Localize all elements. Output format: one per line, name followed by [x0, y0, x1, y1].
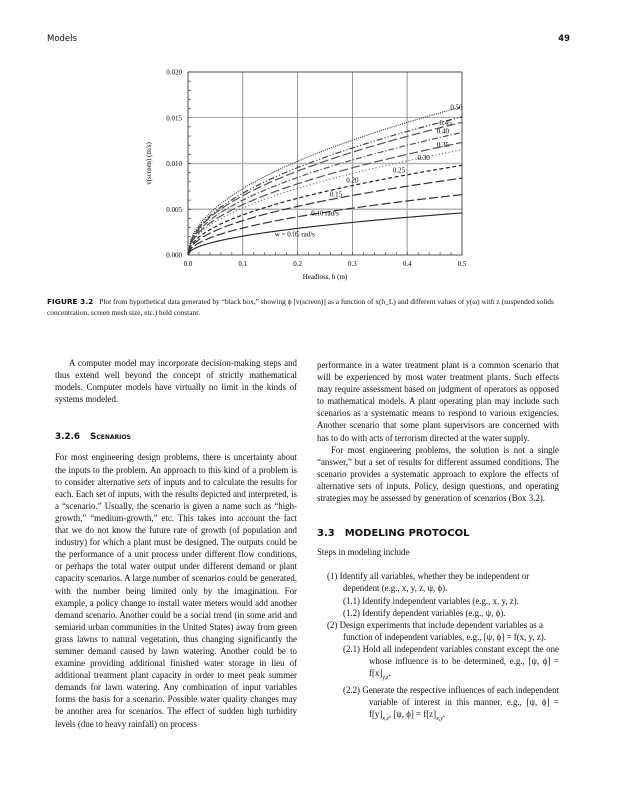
running-head	[47, 34, 570, 48]
step-2-1-end: .	[388, 668, 391, 679]
y-tick-label: 0.020	[166, 68, 182, 77]
step-1-1: (1.1) Identify independent variables (e.g., x, y, z).	[343, 595, 519, 606]
y-axis-label: v(screen) (m/s)	[145, 142, 153, 185]
series-line	[188, 122, 462, 255]
x-tick-label: 0.4	[402, 260, 412, 268]
figure-caption	[47, 296, 572, 318]
modeling-steps-list	[317, 570, 559, 725]
y-tick-label: 0.000	[166, 251, 182, 260]
left-column	[55, 357, 297, 730]
page-number: 49	[558, 34, 570, 44]
step-2-2-text: (2.2) Generate the respective influences of each independent variable of interest in this manner, e.g., [ψ, ϕ] = f[y]	[343, 684, 559, 720]
series-label: 0.10 rad/s	[311, 209, 339, 218]
series-line	[188, 213, 462, 255]
intro-paragraph: A computer model may incorporate decision-making steps and thus extend well beyond the concept of strictly mathematical models. Computer models have virtually no limit in the kinds of systems modeled.	[55, 358, 297, 405]
x-tick-label: 0.2	[293, 260, 302, 268]
section-title: Scenarios	[90, 432, 131, 443]
figure-caption-text: Plot from hypothetical data generated by “black box,” showing ϕ [v(screen)] as a function of x(h_L) and different values of y(ω) with z (suspended solids concentration, screen mesh size, etc.) held constant.	[47, 297, 554, 317]
continued-paragraph: performance in a water treatment plant is a common scenario that will be experienced by most water treatment plants. Such effects may require assessment based on judgment of operators as opposed to mathematical models. A plant operating plan may include such scenarios as a systematic means to respond to various exigencies. Another scenario that some plant supervisors are concerned with has to do with acts of terrorism directed at the water supply.	[317, 360, 559, 443]
x-tick-label: 0.5	[457, 260, 467, 268]
series-label: 0.15	[329, 190, 343, 199]
figure-3-2	[0, 60, 617, 290]
step-2-2-end: .	[442, 709, 446, 720]
steps-intro: Steps in modeling include	[317, 547, 410, 558]
series-label: 0.30	[417, 153, 430, 162]
section-number: 3.2.6	[55, 432, 81, 443]
series-label: w = 0.05 rad/s	[274, 230, 315, 239]
section-heading-scenarios	[55, 431, 297, 443]
section-title: MODELING PROTOCOL	[344, 528, 470, 540]
series-label: 0.20	[346, 176, 359, 185]
step-2-2-subscript-2: x,y	[436, 715, 443, 722]
series-label: 0.40	[436, 127, 449, 136]
scenarios-paragraph	[55, 451, 297, 729]
step-2-1-subscript: y,z	[382, 674, 389, 681]
series-label: 0.35	[436, 141, 449, 150]
scenarios-emphasis: sets	[137, 476, 151, 487]
line-chart	[0, 60, 617, 290]
second-paragraph: For most engineering problems, the solution is not a single “answer,” but a set of results for different assumed conditions. The scenario provides a systematic approach to explore the effects of alternative sets of inputs. Policy, design questions, and operating strategies may be assessed by generation of scenarios (Box 3.2).	[317, 444, 559, 504]
series-line	[188, 107, 462, 255]
right-column	[317, 359, 559, 725]
step-2-2	[317, 684, 559, 725]
scenarios-text-b: of inputs and to calculate the results for each. Each set of inputs, with the results depicted and interpreted, is a “scenario.” Usually, the scenario is given a name such as “high-growth,” “medium-growth,” etc. This takes into account the fact that we do not know the future rate of growth (of population and industry) for which a plant must be designed. The outputs could be the performance of a unit process under different flow conditions, or perhaps the total water output under different demand or plant capacity scenarios. A large number of scenarios could be generated, with the number being limited only by the imagination. For example, a policy change to install water meters would add another demand scenario. Another could be a social trend (in some arid and semiarid urban communities in the United States) away from green grass lawns to natural vegetation, thus changing significantly the summer demand caused by lawn watering. Another could be to examine providing additional finished water storage in lieu of additional treatment plant capacity in order to meet peak summer demands for lawn watering. Any combination of input variables forms the basis for a scenario. Possible water quality changes may be another area for scenarios. The effect of sudden high turbidity levels (due to heavy rainfall) on process	[55, 476, 297, 729]
series-label: 0.50	[450, 103, 463, 112]
step-2-1-text: (2.1) Hold all independent variables constant except the one whose influence is to be determined, e.g., [ψ, ϕ] = f[x]	[343, 643, 559, 679]
section-heading-modeling-protocol	[317, 528, 559, 540]
section-number: 3.3	[317, 528, 335, 540]
series-line	[188, 117, 462, 255]
x-tick-label: 0.0	[183, 260, 193, 268]
y-tick-label: 0.005	[166, 205, 182, 214]
series-label: 0.45	[439, 119, 452, 128]
step-2-1	[317, 643, 559, 684]
step-2-2-subscript-1: x,z	[382, 715, 389, 722]
step-1: (1) Identify all variables, whether they be independent or dependent (e.g., x, y, z, ψ, ϕ).	[327, 571, 530, 594]
step-2: (2) Design experiments that include dependent variables as a function of independent variables, e.g., [ψ, ϕ] = f(x, y, z).	[327, 619, 546, 642]
figure-label: FIGURE 3.2	[47, 297, 94, 306]
step-2-2-mid: , [ψ, ϕ] = f[z]	[388, 709, 437, 720]
step-1-2: (1.2) Identify dependent variables (e.g., ψ, ϕ).	[343, 607, 506, 618]
x-axis-label: Headloss, h (m)	[302, 273, 348, 281]
y-tick-label: 0.010	[166, 160, 182, 168]
x-tick-label: 0.1	[238, 260, 248, 268]
y-tick-label: 0.015	[166, 114, 182, 123]
series-label: 0.25	[392, 166, 406, 175]
running-head-section: Models	[47, 34, 77, 44]
scenarios-text-a: For most engineering design problems, there is uncertainty about the inputs to the problem. An approach to this kind of a problem is to consider alternative	[55, 452, 297, 487]
x-tick-label: 0.3	[348, 260, 357, 268]
